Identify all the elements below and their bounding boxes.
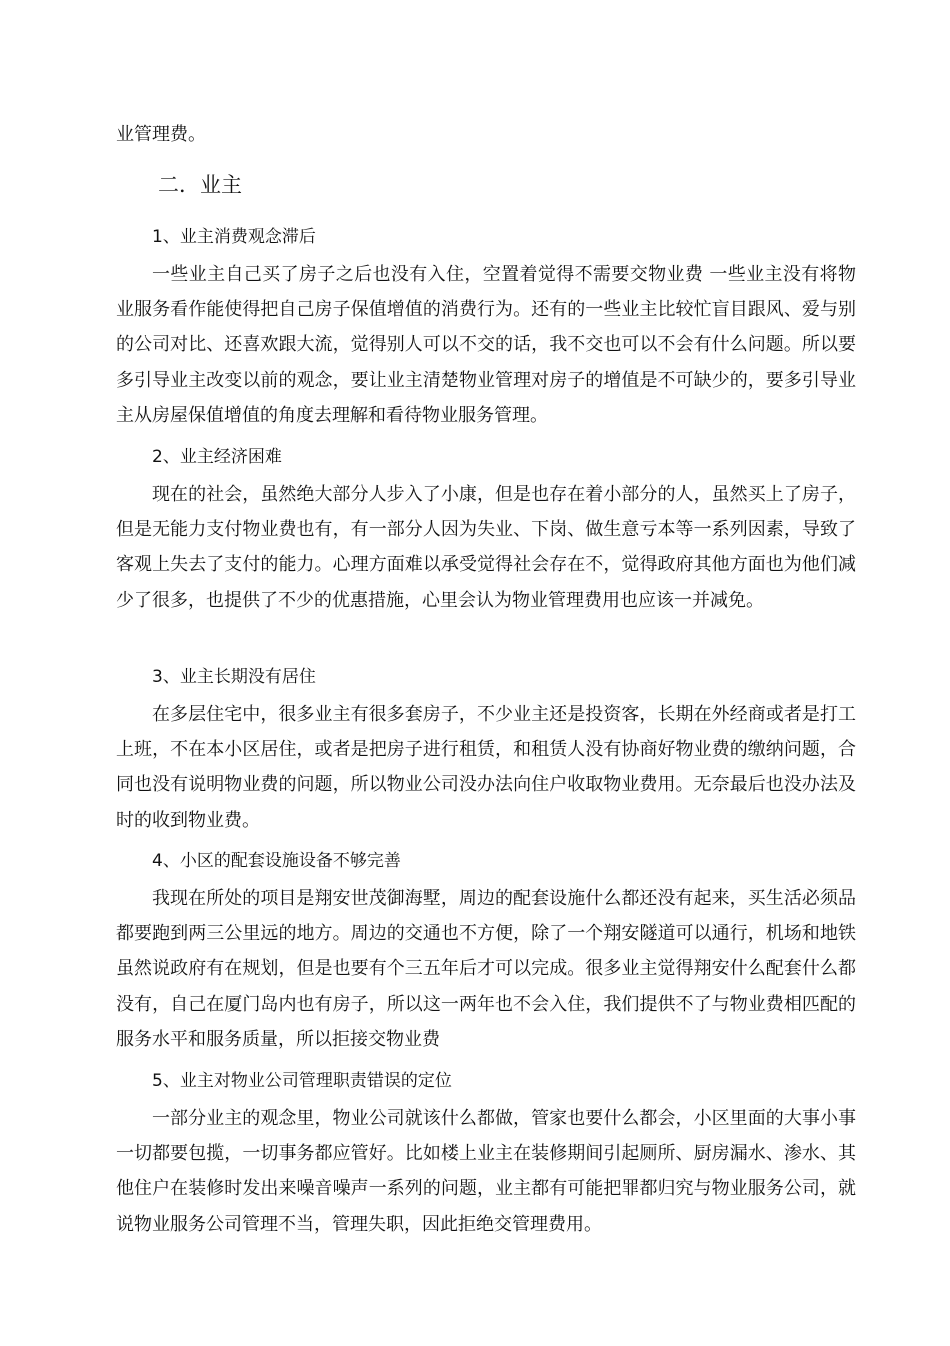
- subsection-heading-5: 5、业主对物业公司管理职责错误的定位: [152, 1071, 452, 1091]
- continuation-text: 业管理费。: [116, 124, 206, 145]
- subsection-heading-4: 4、小区的配套设施设备不够完善: [152, 851, 401, 871]
- section-title: 二．业主: [158, 173, 242, 197]
- subsection-body-1: 一些业主自己买了房子之后也没有入住，空置着觉得不需要交物业费 一些业主没有将物业服务看作能使得把自己房子保值增值的消费行为。还有的一些业主比较忙盲目跟风、爱与别的公司对比、还喜欢跟大流，觉得别人可以不交的话，我不交也可以不会有什么问题。所以要多引导业主改变以前的观念，要让业主清楚物业管理对房子的增值是不可缺少的，要多引导业主从房屋保值增值的角度去理解和看待物业服务管理。: [116, 264, 856, 426]
- subsection-body-3: 在多层住宅中，很多业主有很多套房子，不少业主还是投资客，长期在外经商或者是打工上班，不在本小区居住，或者是把房子进行租赁，和租赁人没有协商好物业费的缴纳问题，合同也没有说明物业费的问题，所以物业公司没办法向住户收取物业费用。无奈最后也没办法及时的收到物业费。: [116, 704, 856, 831]
- subsection-heading-1: 1、业主消费观念滞后: [152, 227, 316, 247]
- subsection-body-2: 现在的社会，虽然绝大部分人步入了小康，但是也存在着小部分的人，虽然买上了房子，但是无能力支付物业费也有，有一部分人因为失业、下岗、做生意亏本等一系列因素，导致了客观上失去了支付的能力。心理方面难以承受觉得社会存在不，觉得政府其他方面也为他们减少了很多，也提供了不少的优惠措施，心里会认为物业管理费用也应该一并减免。: [116, 484, 856, 611]
- subsection-heading-3: 3、业主长期没有居住: [152, 667, 316, 687]
- subsection-heading-2: 2、业主经济困难: [152, 447, 282, 467]
- subsection-body-4: 我现在所处的项目是翔安世茂御海墅，周边的配套设施什么都还没有起来，买生活必须品都要跑到两三公里远的地方。周边的交通也不方便，除了一个翔安隧道可以通行，机场和地铁虽然说政府有在规划，但是也要有个三五年后才可以完成。很多业主觉得翔安什么配套什么都没有，自己在厦门岛内也有房子，所以这一两年也不会入住，我们提供不了与物业费相匹配的服务水平和服务质量，所以拒接交物业费: [116, 888, 856, 1050]
- subsection-body-5: 一部分业主的观念里，物业公司就该什么都做，管家也要什么都会，小区里面的大事小事一切都要包揽，一切事务都应管好。比如楼上业主在装修期间引起厕所、厨房漏水、渗水、其他住户在装修时发出来噪音噪声一系列的问题，业主都有可能把罪都归究与物业服务公司，就说物业服务公司管理不当，管理失职，因此拒绝交管理费用。: [116, 1108, 856, 1235]
